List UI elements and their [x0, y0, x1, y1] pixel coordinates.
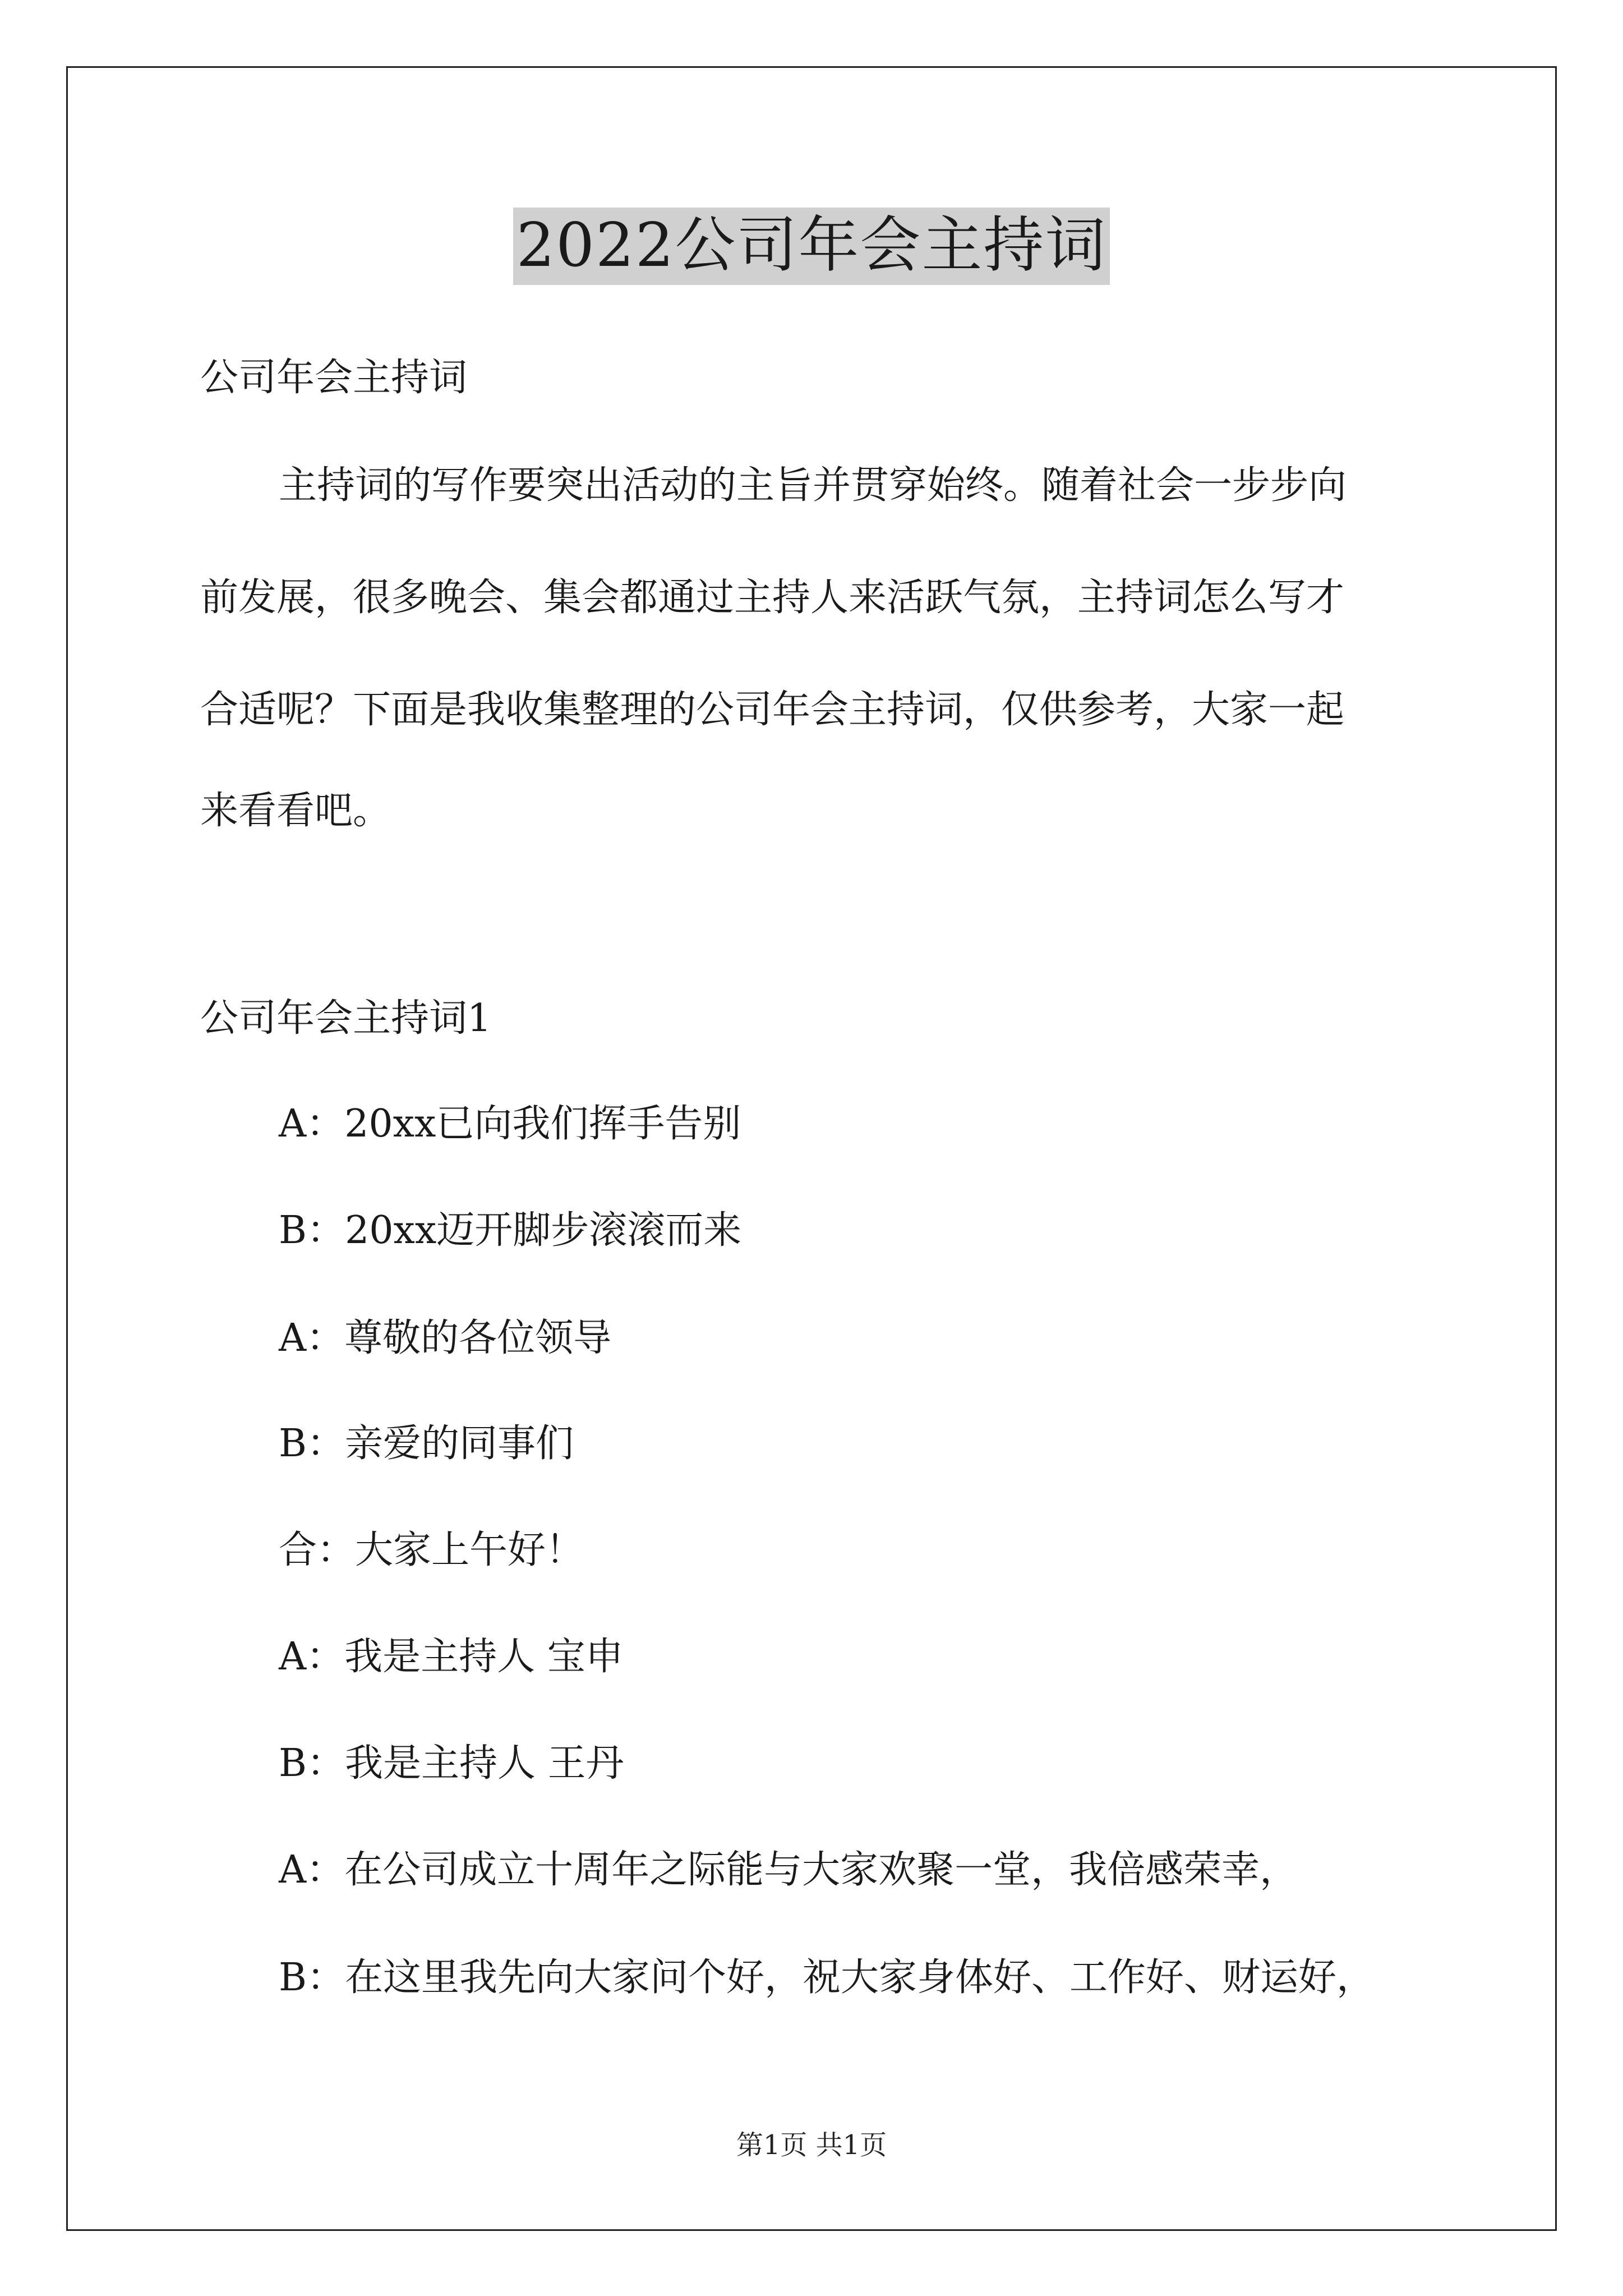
dialogue-line: A：在公司成立十周年之际能与大家欢聚一堂，我倍感荣幸， [279, 1848, 1298, 1892]
document-title-text: 2022公司年会主持词 [513, 208, 1110, 285]
section-heading: 公司年会主持词1 [200, 996, 492, 1041]
dialogue-line: A：20xx已向我们挥手告别 [279, 1102, 741, 1146]
dialogue-line: A：我是主持人 宝申 [279, 1635, 624, 1679]
intro-line-1: 主持词的写作要突出活动的主旨并贯穿始终。随着社会一步步向 [279, 463, 1347, 508]
dialogue-line: B：亲爱的同事们 [279, 1421, 574, 1466]
dialogue-line: A：尊敬的各位领导 [279, 1316, 612, 1360]
intro-line-2: 前发展，很多晚会、集会都通过主持人来活跃气氛，主持词怎么写才 [200, 576, 1345, 620]
dialogue-line: B：20xx迈开脚步滚滚而来 [279, 1208, 742, 1253]
dialogue-line: B：我是主持人 王丹 [279, 1741, 624, 1786]
dialogue-line: 合：大家上午好！ [279, 1528, 584, 1572]
intro-line-4: 来看看吧。 [200, 789, 391, 833]
page-footer: 第1页 共1页 [736, 2129, 887, 2161]
subtitle: 公司年会主持词 [200, 356, 468, 400]
dialogue-line: B：在这里我先向大家问个好，祝大家身体好、工作好、财运好， [279, 1955, 1375, 2000]
document-title [0, 208, 1623, 285]
intro-line-3: 合适呢？下面是我收集整理的公司年会主持词，仅供参考，大家一起 [200, 688, 1345, 732]
